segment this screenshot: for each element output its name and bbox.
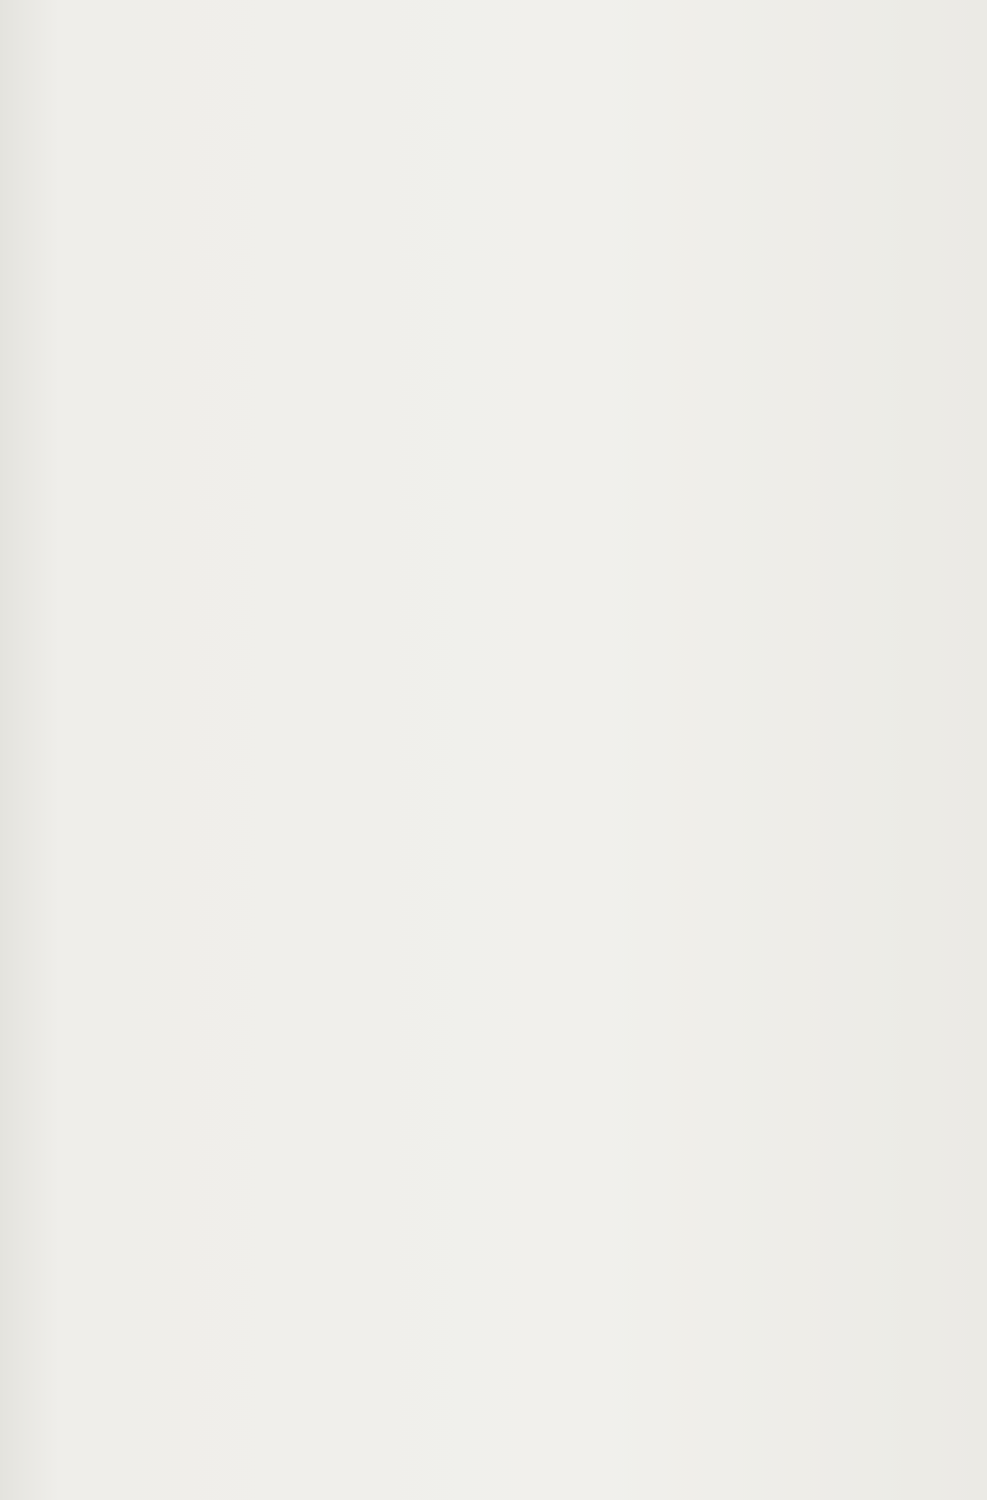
body-text — [88, 118, 860, 179]
section-heading — [88, 134, 860, 169]
